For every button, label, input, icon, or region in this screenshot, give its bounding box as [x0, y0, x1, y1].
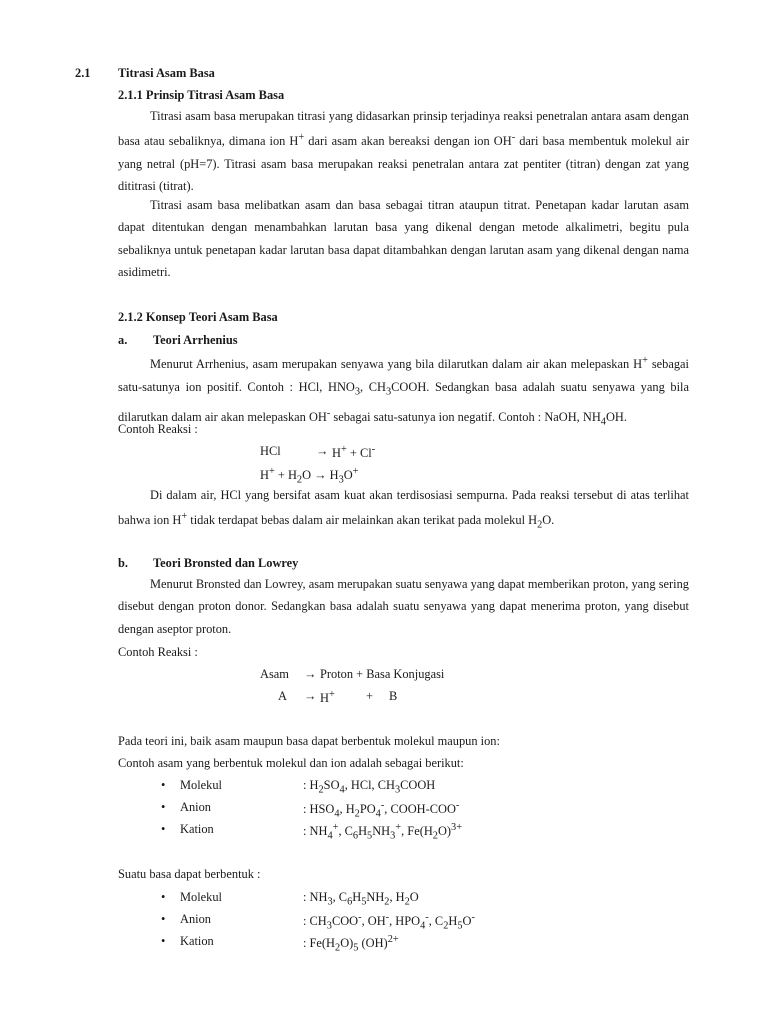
section-title: Titrasi Asam Basa: [118, 66, 215, 80]
acid-list-label: Kation: [180, 822, 214, 836]
reaction-a2: $H^+ + H_2O \to H_3O^+$: [260, 466, 359, 486]
paragraph-arrhenius-2: Di dalam air, HCl yang bersifat asam kuat akan terdisosiasi sempurna. Pada reaksi tersebut di atas terlihat bahwa ion H+ tidak terdapat bebas dalam air melainkan akan terikat pada molekul $H_2O$.: [118, 488, 689, 531]
acid-list-value: : $NH_4^+$, $C_6H_5NH_3^+$, $Fe(H_2O)^{3+}$: [303, 822, 463, 842]
section-number: 2.1: [75, 66, 91, 80]
bullet-icon: •: [161, 912, 166, 926]
bullet-icon: •: [161, 822, 166, 836]
paragraph-prinsip-2: Titrasi asam basa melibatkan asam dan basa sebagai titran ataupun titrat. Penetapan kadar larutan asam dapat ditentukan dengan menambahkan larutan basa yang dikenal dengan metode alkalimetri, begitu pula sebaliknya untuk penetapan kadar larutan basa dapat ditambahkan dengan larutan asam yang dikenal dengan nama asidimetri.: [118, 198, 689, 280]
teori-bronsted-title: Teori Bronsted dan Lowrey: [153, 556, 299, 570]
teori-arrhenius-title: Teori Arrhenius: [153, 333, 238, 347]
item-letter-a: a.: [118, 333, 128, 347]
acid-list-label: Anion: [180, 800, 211, 814]
reaction-b2-b: B: [389, 689, 398, 703]
paragraph-acid-intro: Contoh asam yang berbentuk molekul dan ion adalah sebagai berikut:: [118, 756, 464, 770]
base-list-label: Molekul: [180, 890, 222, 904]
base-list-value: : $Fe(H_2O)_5$ (OH)$^{2+}$: [303, 934, 399, 954]
paragraph-prinsip-1: Titrasi asam basa merupakan titrasi yang didasarkan prinsip terjadinya reaksi penetralan antara asam dengan basa atau sebaliknya, dimana ion H+ dari asam akan bereaksi dengan ion OH- dari basa membentuk molekul air yang netral (pH=7). Titrasi asam basa merupakan reaksi penetralan antara zat pentiter (titran) dengan zat yang dititrasi (titrat).: [118, 109, 689, 194]
reaction-b1-arrow: →: [304, 667, 317, 681]
paragraph-arrhenius-1: Menurut Arrhenius, asam merupakan senyawa yang bila dilarutkan dalam air akan melepaskan H+ sebagai satu-satunya ion positif. Contoh : HCl, $HNO_3$, $CH_3COOH$. Sedangkan basa adalah suatu senyawa yang bila dilarutkan dalam air akan melepaskan OH- sebagai satu-satunya ion negatif. Contoh : NaOH, $NH_4OH$.: [118, 355, 689, 428]
bullet-icon: •: [161, 890, 166, 904]
reaction-b1-right: Proton + Basa Konjugasi: [320, 667, 445, 681]
subsection-heading-2-1-2: 2.1.2 Konsep Teori Asam Basa: [118, 310, 278, 324]
reaction-a1-right: H+ + Cl-: [332, 444, 376, 461]
bullet-icon: •: [161, 934, 166, 948]
reaction-b2-left: A: [278, 689, 287, 703]
reaction-b1-left: Asam: [260, 667, 289, 681]
acid-list-label: Molekul: [180, 778, 222, 792]
reaction-b2-plus: +: [366, 689, 373, 703]
contoh-reaksi-label-b: Contoh Reaksi :: [118, 645, 198, 659]
base-list-label: Kation: [180, 934, 214, 948]
contoh-reaksi-label-a: Contoh Reaksi :: [118, 422, 198, 436]
subsection-heading-2-1-1: 2.1.1 Prinsip Titrasi Asam Basa: [118, 88, 285, 102]
reaction-a1-arrow: →: [316, 444, 329, 458]
bullet-icon: •: [161, 778, 166, 792]
item-letter-b: b.: [118, 556, 128, 570]
paragraph-base-intro: Suatu basa dapat berbentuk :: [118, 867, 261, 881]
acid-list-value: : $H_2SO_4$, HCl, $CH_3COOH$: [303, 778, 436, 796]
reaction-a1-left: HCl: [260, 444, 281, 458]
acid-list-value: : $HSO_4$, $H_2PO_4^-$, COOH-COO-: [303, 800, 460, 820]
paragraph-both-forms: Pada teori ini, baik asam maupun basa dapat berbentuk molekul maupun ion:: [118, 734, 500, 748]
reaction-b2-h: H+: [320, 689, 335, 706]
base-list-value: : $NH_3$, $C_6H_5NH_2$, $H_2O$: [303, 890, 419, 908]
paragraph-bronsted-1: Menurut Bronsted dan Lowrey, asam merupakan suatu senyawa yang dapat memberikan proton, yang sering disebut dengan proton donor. Sedangkan basa adalah suatu senyawa yang dapat menerima proton, yang disebut dengan aseptor proton.: [118, 577, 689, 636]
bullet-icon: •: [161, 800, 166, 814]
base-list-value: : $CH_3COO^-$, OH-, $HPO_4^-$, $C_2H_5O^-$: [303, 912, 475, 932]
reaction-b2-arrow: →: [304, 689, 317, 703]
base-list-label: Anion: [180, 912, 211, 926]
